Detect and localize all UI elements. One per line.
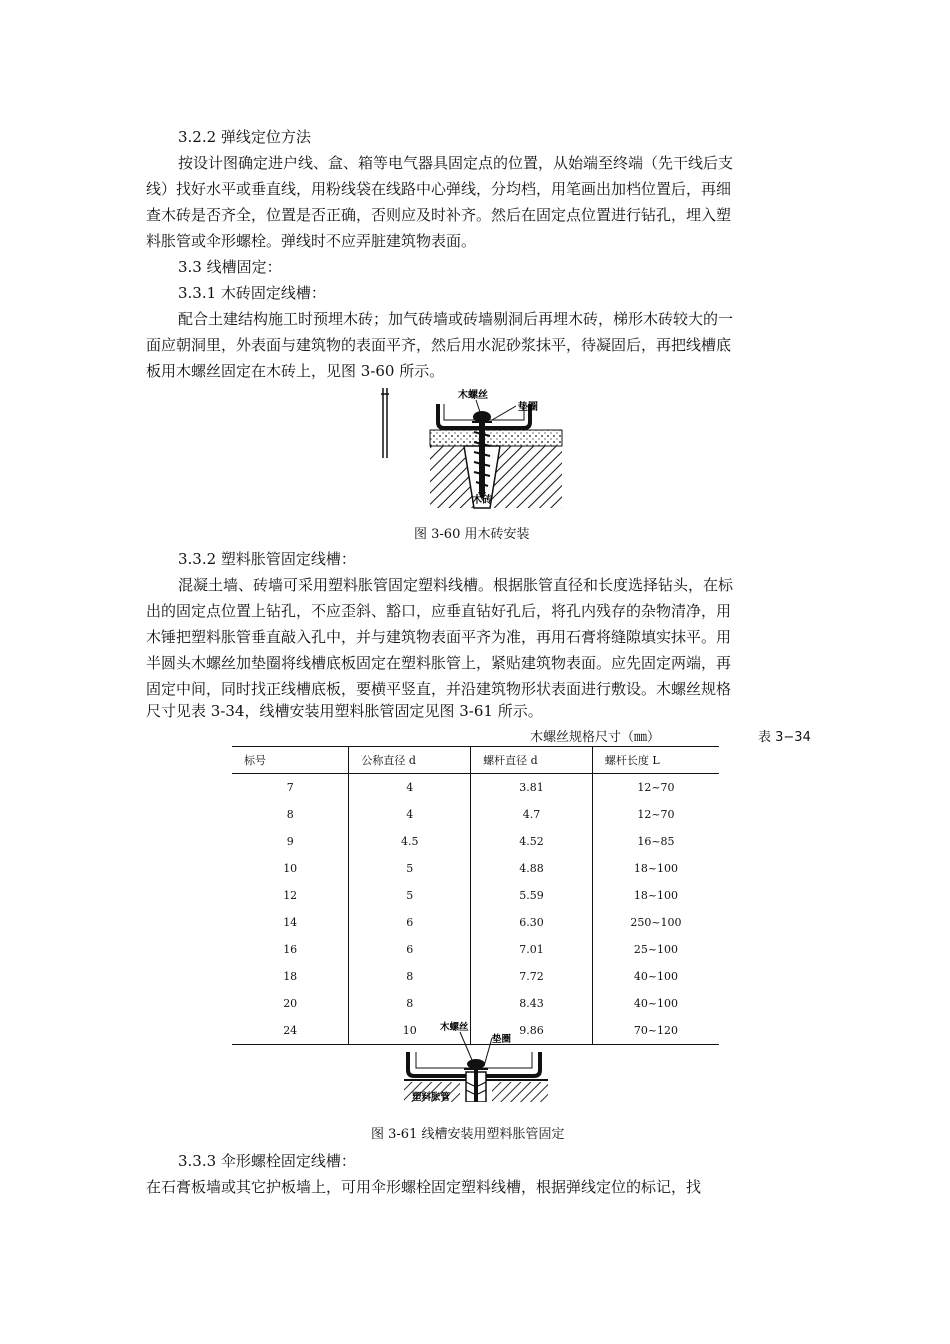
table-cell: 4.5	[349, 828, 471, 855]
table-cell: 9	[286, 835, 294, 848]
screw-spec-table	[232, 746, 719, 1045]
table-cell: 4	[349, 774, 471, 802]
table-cell: 7.01	[471, 936, 593, 963]
figure-caption-3-61: 图 3-61 线槽安装用塑料胀管固定	[371, 1127, 565, 1142]
table-row	[232, 828, 719, 855]
figure-3-60-wood-brick-install	[378, 386, 578, 510]
table-cell: 24	[232, 1017, 349, 1045]
paragraph-line: 在石膏板墙或其它护板墙上，可用伞形螺栓固定塑料线槽，根据弹线定位的标记，找	[146, 1178, 702, 1196]
table-cell: 70~120	[592, 1017, 719, 1045]
table-cell: 8	[349, 963, 471, 990]
table-cell: 40~100	[592, 990, 719, 1017]
table-cell: 5	[349, 855, 471, 882]
paragraph-line: 配合土建结构施工时预埋木砖；加气砖墙或砖墙剔洞后再埋木砖，梯形木砖较大的一	[178, 310, 734, 328]
table-cell: 7.72	[471, 963, 593, 990]
table-cell: 16	[283, 943, 298, 956]
label-wood-screw: 木螺丝	[440, 1022, 469, 1033]
column-header: 螺杆直径 d	[471, 747, 593, 774]
table-header-row	[232, 747, 719, 774]
section-heading-3-3-3: 3.3.3 伞形螺栓固定线槽：	[178, 1152, 356, 1170]
table-cell: 18~100	[592, 882, 719, 909]
table-cell: 4	[349, 801, 471, 828]
table-cell: 4.88	[471, 855, 593, 882]
column-header: 公称直径 d	[349, 747, 471, 774]
table-cell: 5.59	[471, 882, 593, 909]
table-row	[232, 963, 719, 990]
label-washer: 垫圈	[492, 1034, 512, 1045]
table-row	[232, 936, 719, 963]
table-number: 表 3−34	[758, 730, 811, 745]
table-cell: 3.81	[471, 774, 593, 802]
table-cell: 250~100	[592, 909, 719, 936]
table-cell: 7	[286, 781, 294, 794]
table-cell: 12~70	[592, 801, 719, 828]
table-cell: 12	[283, 889, 298, 902]
table-cell: 5	[349, 882, 471, 909]
table-cell: 18~100	[592, 855, 719, 882]
table-cell: 16~85	[592, 828, 719, 855]
table-cell: 8	[349, 990, 471, 1017]
table-cell: 14	[283, 916, 298, 929]
table-cell: 6.30	[471, 909, 593, 936]
table-row	[232, 990, 719, 1017]
label-plastic-anchor: 塑料胀管	[412, 1092, 451, 1102]
figure-3-61-plastic-anchor-install	[404, 1020, 548, 1102]
table-cell: 25~100	[592, 936, 719, 963]
paragraph-line: 料胀管或伞形螺栓。弹线时不应弄脏建筑物表面。	[146, 232, 477, 250]
table-cell: 6	[349, 936, 471, 963]
table-cell: 12~70	[592, 774, 719, 802]
table-title: 木螺丝规格尺寸（㎜）	[530, 730, 661, 745]
table-cell: 6	[349, 909, 471, 936]
paragraph-line: 查木砖是否齐全，位置是否正确，否则应及时补齐。然后在固定点位置进行钻孔，埋入塑	[146, 206, 732, 224]
paragraph-line: 按设计图确定进户线、盒、箱等电气器具固定点的位置，从始端至终端（先干线后支	[178, 154, 734, 172]
paragraph-line: 固定中间，同时找正线槽底板，要横平竖直，并沿建筑物形状表面进行敷设。木螺丝规格	[146, 680, 732, 698]
table-row	[232, 801, 719, 828]
table-row	[232, 774, 719, 802]
section-heading-3-3-1: 3.3.1 木砖固定线槽：	[178, 284, 326, 302]
table-cell: 10	[349, 1017, 471, 1045]
column-header: 螺杆长度 L	[592, 747, 719, 774]
figure-caption-3-60: 图 3-60 用木砖安装	[414, 527, 530, 542]
paragraph-line: 半圆头木螺丝加垫圈将线槽底板固定在塑料胀管上，紧贴建筑物表面。应先固定两端，再	[146, 654, 732, 672]
section-heading-3-3-2: 3.3.2 塑料胀管固定线槽：	[178, 550, 356, 568]
table-row	[232, 909, 719, 936]
paragraph-line: 线）找好水平或垂直线，用粉线袋在线路中心弹线，分均档，用笔画出加档位置后，再细	[146, 180, 732, 198]
section-heading-3-2-2: 3.2.2 弹线定位方法	[178, 128, 311, 146]
column-header: 标号	[232, 747, 349, 774]
label-washer: 垫圈	[518, 402, 538, 413]
table-cell: 20	[283, 997, 298, 1010]
paragraph-line: 尺寸见表 3-34，线槽安装用塑料胀管固定见图 3-61 所示。	[146, 702, 543, 720]
paragraph-line: 木锤把塑料胀管垂直敲入孔中，并与建筑物表面平齐为准，再用石膏将缝隙填实抹平。用	[146, 628, 732, 646]
paragraph-line: 混凝土墙、砖墙可采用塑料胀管固定塑料线槽。根据胀管直径和长度选择钻头，在标	[178, 576, 734, 594]
table-cell: 9.86	[471, 1017, 593, 1045]
table-row	[232, 882, 719, 909]
table-cell: 40~100	[592, 963, 719, 990]
paragraph-line: 板用木螺丝固定在木砖上，见图 3-60 所示。	[146, 362, 445, 380]
table-cell: 18	[283, 970, 298, 983]
table-cell: 4.7	[471, 801, 593, 828]
label-wood-brick: 木砖	[472, 495, 492, 506]
paragraph-line: 面应朝洞里，外表面与建筑物的表面平齐，然后用水泥砂浆抹平，待凝固后，再把线槽底	[146, 336, 732, 354]
section-heading-3-3: 3.3 线槽固定：	[178, 258, 282, 276]
label-wood-screw: 木螺丝	[458, 390, 488, 401]
table-cell: 8	[286, 808, 294, 821]
table-cell: 10	[283, 862, 298, 875]
table-cell: 8.43	[471, 990, 593, 1017]
paragraph-line: 出的固定点位置上钻孔，不应歪斜、豁口，应垂直钻好孔后，将孔内残存的杂物清净，用	[146, 602, 732, 620]
table-cell: 4.52	[471, 828, 593, 855]
table-row	[232, 855, 719, 882]
